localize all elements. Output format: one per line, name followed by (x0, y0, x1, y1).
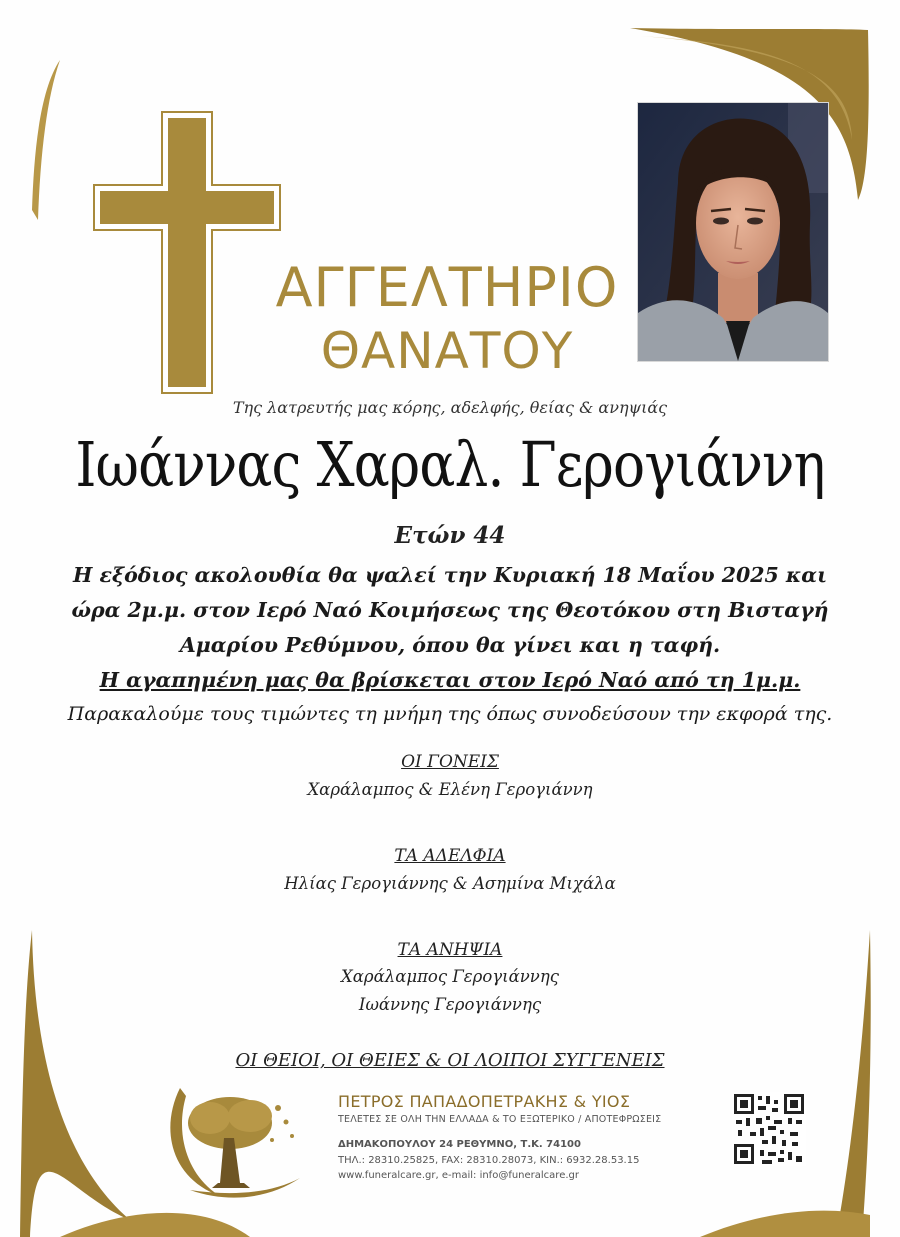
parents-names: Χαράλαμπος & Ελένη Γερογιάννη (307, 780, 593, 799)
nephew-name: Χαράλαμπος Γερογιάννης (341, 967, 559, 986)
service-text-line2: ώρα 2μ.μ. στον Ιερό Ναό Κοιμήσεως της Θεοτόκου στη Βισταγή (71, 598, 829, 622)
deceased-age: Ετών 44 (394, 522, 506, 549)
nephew-name: Ιωάννης Γερογιάννης (358, 995, 542, 1014)
invitation-text: Παρακαλούμε τους τιμώντες τη μνήμη της όπως συνοδεύσουν την εκφορά της. (67, 703, 833, 725)
viewing-text: Η αγαπημένη μας θα βρίσκεται στον Ιερό Ναό από τη 1μ.μ. (99, 668, 801, 692)
tree-logo-icon (160, 1078, 310, 1203)
notice-intro: Της λατρευτής μας κόρης, αδελφής, θείας & ανηψιάς (232, 398, 668, 417)
funeral-home-web: www.funeralcare.gr, e-mail: info@funeralcare.gr (338, 1170, 579, 1181)
siblings-names: Ηλίας Γερογιάννης & Ασημίνα Μιχάλα (284, 874, 616, 893)
funeral-home-info (338, 1092, 661, 1181)
funeral-home-address: ΔΗΜΑΚΟΠΟΥΛΟΥ 24 ΡΕΘΥΜΝΟ, Τ.Κ. 74100 (338, 1139, 581, 1150)
notice-title-line2: ΘΑΝΑΤΟΥ (320, 322, 574, 380)
deceased-name: Ιωάννας Χαραλ. Γερογιάννη (75, 428, 825, 501)
relatives-line: ΟΙ ΘΕΙΟΙ, ΟΙ ΘΕΙΕΣ & ΟΙ ΛΟΙΠΟΙ ΣΥΓΓΕΝΕΙΣ (235, 1050, 665, 1071)
funeral-home-phones: ΤΗΛ.: 28310.25825, FAX: 28310.28073, ΚΙΝ.: 6932.28.53.15 (338, 1155, 640, 1166)
funeral-home-name: ΠΕΤΡΟΣ ΠΑΠΑΔΟΠΕΤΡΑΚΗΣ & ΥΙΟΣ (338, 1092, 631, 1111)
funeral-home-subtitle: ΤΕΛΕΤΕΣ ΣΕ ΟΛΗ ΤΗΝ ΕΛΛΑΔΑ & ΤΟ ΕΞΩΤΕΡΙΚΟ / ΑΠΟΤΕΦΡΩΣΕΙΣ (338, 1114, 662, 1125)
portrait-photo (637, 102, 829, 362)
qr-code-icon (732, 1092, 806, 1166)
service-text-line3: Αμαρίου Ρεθύμνου, όπου θα γίνει και η ταφή. (179, 633, 721, 657)
cross-icon (92, 110, 282, 395)
service-text-line1: Η εξόδιος ακολουθία θα ψαλεί την Κυριακή 18 Μαΐου 2025 και (73, 563, 827, 587)
nephews-title: ΤΑ ΑΝΗΨΙΑ (397, 940, 503, 960)
siblings-title: ΤΑ ΑΔΕΛΦΙΑ (394, 846, 506, 866)
notice-title-line1: ΑΓΓΕΛΤΗΡΙΟ (275, 256, 619, 319)
parents-title: ΟΙ ΓΟΝΕΙΣ (401, 752, 499, 772)
